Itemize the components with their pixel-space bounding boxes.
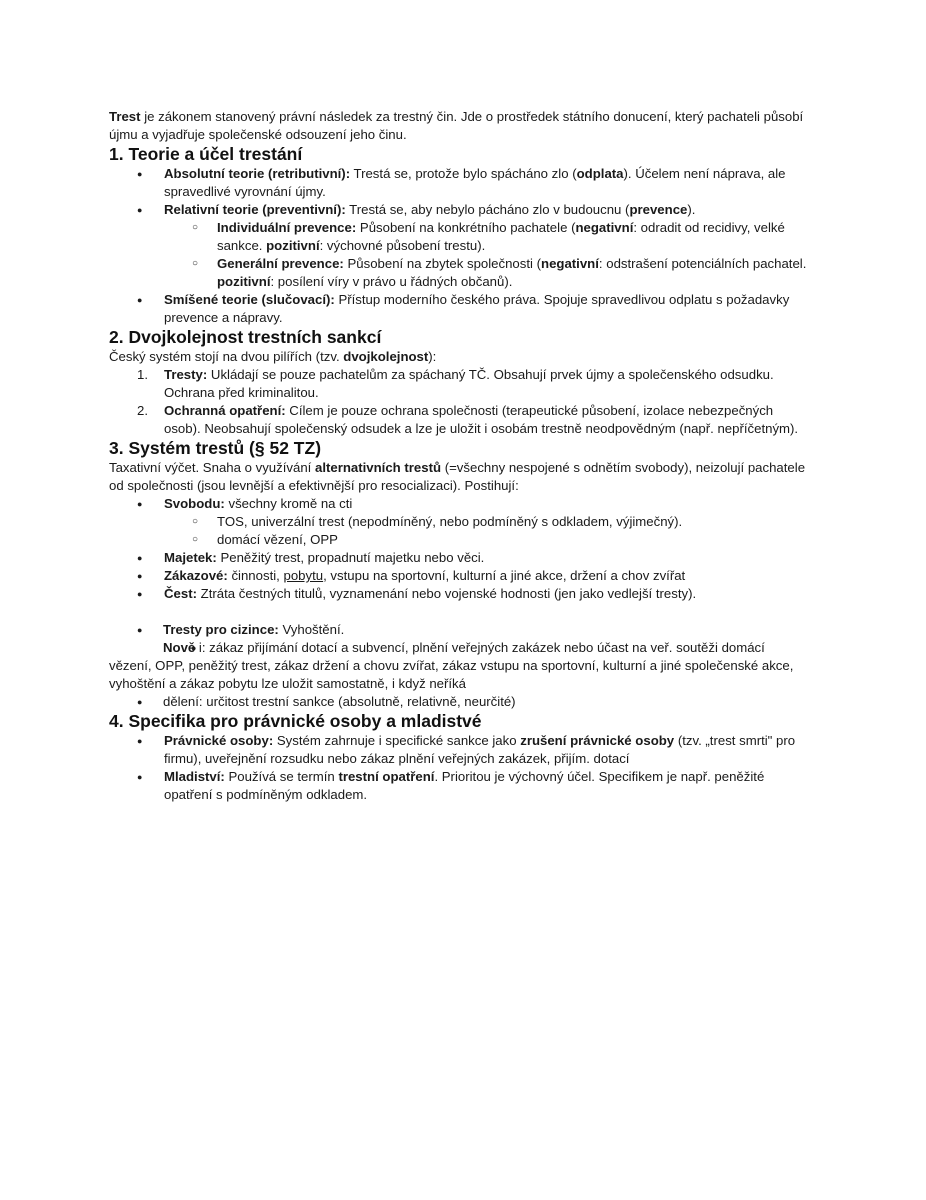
list-number: 1. (137, 367, 148, 382)
text: , vstupu na sportovní, kulturní a jiné akce, držení a chov zvířat (323, 568, 686, 583)
text: Působení na konkrétního pachatele ( (356, 220, 576, 235)
section-4-list (109, 732, 809, 804)
term: alternativních trestů (314, 460, 442, 475)
spacer (109, 603, 809, 621)
term: Zákazové: (164, 568, 228, 583)
text: Systém zahrnuje i specifické sankce jako (273, 733, 521, 748)
list-item-relative-theory (109, 201, 809, 291)
section-1-list (109, 165, 809, 327)
term: Mladiství: (164, 769, 225, 784)
list-item-division: ● dělení: určitost trestní sankce (absolutně, relativně, neurčité) (109, 693, 809, 711)
term: Ochranná opatření: (164, 403, 286, 418)
section-2-list (109, 366, 809, 438)
list-item-prohibitions (109, 567, 809, 585)
text: Cílem je pouze ochrana společnosti (terapeutické působení, izolace nebezpečných osob). Neobsahují společenský odsudek a lze je uložit i osobám trestně neodpovědným (např. nepříčetným). (164, 403, 799, 436)
term: Nově (163, 640, 196, 655)
text: Působení na zbytek společnosti ( (343, 256, 542, 271)
term: Svobodu: (164, 496, 225, 511)
section-3-extra-list (109, 621, 809, 711)
list-item-punishments (109, 366, 809, 402)
text: : posílení víry v právo u řádných občanů). (270, 274, 513, 289)
term: zrušení právnické osoby (520, 733, 675, 748)
section-4-heading: 4. Specifika pro právnické osoby a mladistvé (109, 711, 482, 731)
term: prevence (629, 202, 688, 217)
term: odplata (576, 166, 624, 181)
term: Čest: (164, 586, 197, 601)
intro-text: je zákonem stanovený právní následek za trestný čin. Jde o prostředek státního donucení, který pachateli působí újmu a vyjadřuje společenské odsouzení jeho činu. (109, 109, 804, 142)
list-number: 2. (137, 403, 148, 418)
text: (=všechny nespojené s odnětím svobody), neizolují pachatele od společnosti (jsou levnější a efektivnější pro resocializaci). Postihují: (109, 460, 806, 493)
section-3-heading: 3. Systém trestů (§ 52 TZ) (109, 438, 322, 458)
intro-paragraph (109, 108, 809, 144)
term: Tresty: (164, 367, 208, 382)
list-item-juveniles (109, 768, 809, 804)
text: Taxativní výčet. Snaha o využívání (109, 460, 315, 475)
term: Majetek: (164, 550, 217, 565)
term: Individuální prevence: (217, 220, 357, 235)
section-3-lead (109, 459, 809, 495)
intro-term: Trest (109, 109, 141, 124)
text: Trestá se, protože bylo spácháno zlo ( (350, 166, 577, 181)
text: : odstrašení potenciálních pachatel. (598, 256, 807, 271)
freedom-sublist (164, 513, 809, 549)
term: trestní opatření (338, 769, 435, 784)
text: Vyhoštění. (278, 622, 345, 637)
text: všechny kromě na cti (224, 496, 353, 511)
list-item-new (109, 639, 809, 693)
section-3-list (109, 495, 809, 603)
text: : odradit od recidivy, velké sankce. (217, 220, 785, 253)
list-item-general-prevention (164, 255, 809, 291)
text: Používá se termín (224, 769, 339, 784)
text: ). Účelem není náprava, ale spravedlivé vyrovnání újmy. (164, 166, 786, 199)
term: negativní (541, 256, 599, 271)
document-body (109, 108, 809, 804)
list-item-mixed-theory (109, 291, 809, 327)
list-item-honor (109, 585, 809, 603)
list-item-protective-measures (109, 402, 809, 438)
term: Právnické osoby: (164, 733, 274, 748)
underlined-text: pobytu (283, 568, 324, 583)
text: (tzv. „trest smrti" pro firmu), uveřejnění rozsudku nebo zákaz plnění veřejných zakázek, přijím. dotací (164, 733, 796, 766)
term: dvojkolejnost (343, 349, 429, 364)
prevention-sublist (164, 219, 809, 291)
term: Relativní teorie (preventivní): (164, 202, 346, 217)
list-item-property (109, 549, 809, 567)
text: Trestá se, aby nebylo pácháno zlo v budoucnu ( (345, 202, 630, 217)
text: Český systém stojí na dvou pilířích (tzv. (109, 349, 344, 364)
list-item-freedom (109, 495, 809, 549)
term: negativní (575, 220, 634, 235)
text: Peněžitý trest, propadnutí majetku nebo věci. (216, 550, 485, 565)
text: Ukládají se pouze pachatelům za spáchaný TČ. Obsahují prvek újmy a společenského odsudku. Ochrana před kriminalitou. (164, 367, 774, 400)
text: . Prioritou je výchovný účel. Specifikem je např. peněžité opatření s podmíněným odkladem. (164, 769, 765, 802)
text: ): (428, 349, 437, 364)
text: i: zákaz přijímání dotací a subvencí, plnění veřejných zakázek nebo účast na veř. soutěži domácí vězení, OPP, peněžitý trest, zákaz držení a chovu zvířat, zákaz vstupu na sportovní, kulturní a jiné společenské akce, vyhoštění a zákaz pobytu lze uložit samostatně, i když neříká (109, 640, 794, 691)
text: Ztráta čestných titulů, vyznamenání nebo vojenské hodnosti (jen jako vedlejší tresty). (196, 586, 697, 601)
list-item-house-arrest: ○ domácí vězení, OPP (164, 531, 809, 549)
list-item-tos: ○ TOS, univerzální trest (nepodmíněný, nebo podmíněný s odkladem, výjimečný). (164, 513, 809, 531)
term: Smíšené teorie (slučovací): (164, 292, 335, 307)
list-item-individual-prevention (164, 219, 809, 255)
section-2-lead (109, 348, 809, 366)
text: činnosti, (227, 568, 284, 583)
text: : výchovné působení trestu). (319, 238, 486, 253)
term: pozitivní (217, 274, 271, 289)
section-2-heading: 2. Dvojkolejnost trestních sankcí (109, 327, 382, 347)
term: Tresty pro cizince: (163, 622, 279, 637)
text: Přístup moderního českého práva. Spojuje spravedlivou odplatu s požadavky prevence a nápravy. (164, 292, 790, 325)
list-item-absolute-theory (109, 165, 809, 201)
term: Generální prevence: (217, 256, 344, 271)
section-1-heading: 1. Teorie a účel trestání (109, 144, 303, 164)
text: ). (687, 202, 696, 217)
term: pozitivní (266, 238, 320, 253)
list-item-legal-persons (109, 732, 809, 768)
term: Absolutní teorie (retributivní): (164, 166, 351, 181)
list-item-foreigners (109, 621, 809, 639)
